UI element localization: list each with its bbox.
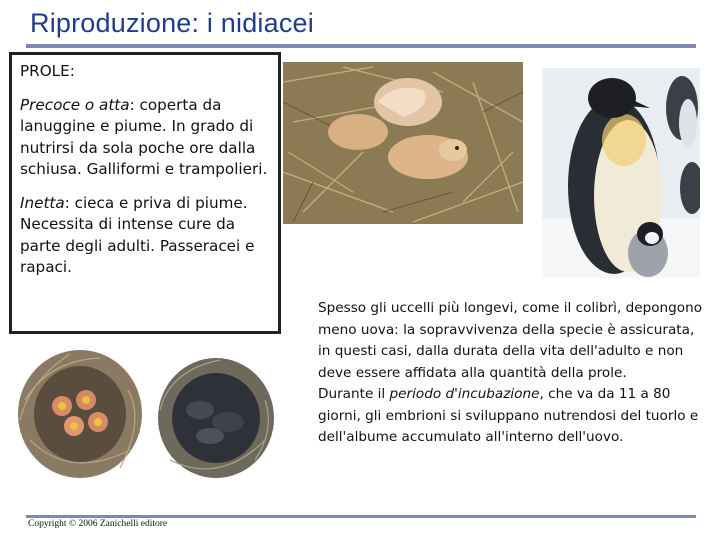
footer-divider [26,515,696,518]
precoce-text: : coperta da lanuggine e piume. In grado di nutrirsi da sola poche ore dalla schiusa. Galliformi e trampolieri. [20,95,268,178]
inetta-paragraph [20,193,278,279]
precoce-paragraph [20,95,278,181]
prole-textbox [9,52,281,334]
emperor-penguin-photo [542,68,700,278]
inetta-term: Inetta [20,193,65,212]
longevity-caption [318,298,703,449]
incubation-term: periodo d'incubazione [389,386,540,402]
precoce-term: Precoce o atta [20,95,130,114]
caption-paragraph-2 [318,384,703,449]
title-divider [26,44,696,48]
nestlings-in-nests-photo [10,340,275,488]
prole-heading: PROLE: [20,62,75,80]
slide-title: Riproduzione: i nidiacei [30,8,314,38]
incubation-text-after: , che va da 11 a 80 giorni, gli embrioni si sviluppano nutrendosi del tuorlo e dell'albume accumulato all'interno dell'uovo. [318,386,699,445]
incubation-text-before: Durante il [318,386,390,402]
caption-paragraph-1: Spesso gli uccelli più longevi, come il colibrì, depongono meno uova: la sopravvivenza della specie è assicurata, in questi casi, dalla durata della vita dell'adulto e non deve essere affidata alla quantità della prole. [318,300,703,381]
chick-hatching-photo [283,62,523,224]
inetta-text: : cieca e priva di piume. Necessita di intense cure da parte degli adulti. Passeracei e rapaci. [20,193,255,276]
copyright-notice: Copyright © 2006 Zanichelli editore [28,519,168,529]
